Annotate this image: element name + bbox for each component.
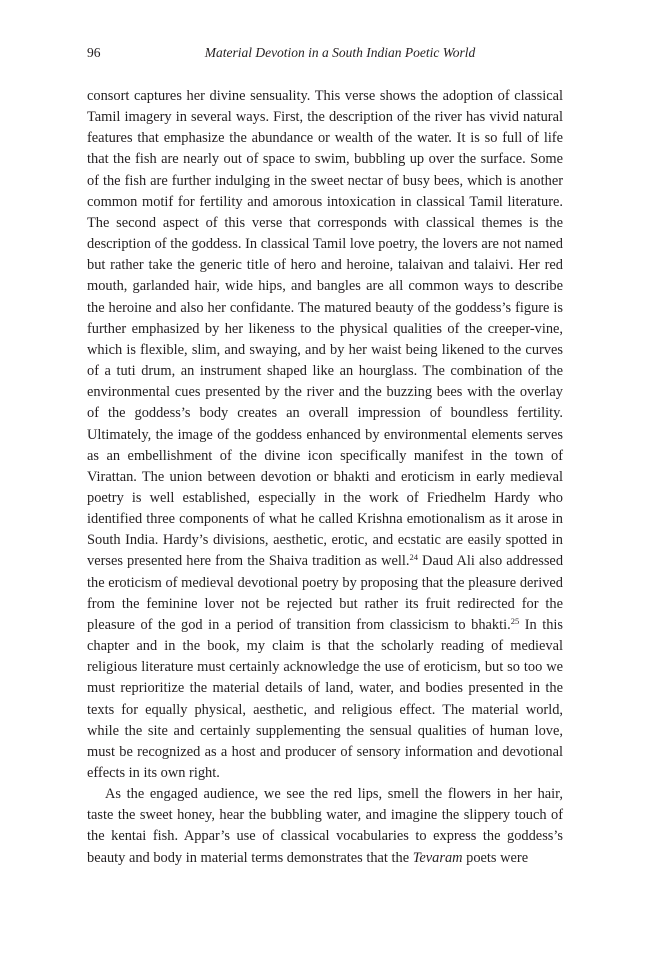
footnote-ref-24: 24 [409, 552, 418, 563]
tevaram-italic: Tevaram [412, 849, 463, 866]
paragraph-2 [87, 784, 563, 869]
paragraph-2-text-b: poets were [462, 849, 529, 866]
paragraph-1-text-c: In this chapter and in the book, my claim is that the scholarly reading of medieval religious literature must certainly acknowledge the use of eroticism, but so too we must reprioritize the material details of land, water, and bodies presented in the texts for equally physical, aesthetic, and religious effect. The material world, while the site and certainly supplementing the sensual qualities of human love, must be recognized as a host and producer of sensory information and devotional effects in its own right. [87, 616, 563, 781]
footnote-ref-25: 25 [510, 615, 520, 626]
running-head: Material Devotion in a South Indian Poetic World [204, 45, 476, 60]
paragraph-1 [87, 86, 563, 784]
body-text [87, 86, 563, 869]
paragraph-1-text-b: Daud Ali also addressed the eroticism of medieval devotional poetry by proposing that the pleasure derived from the feminine lover not be rejected but rather its fruit redirected for the pleasure of the god in a period of transition from classicism to bhakti. [87, 553, 564, 633]
page-number: 96 [87, 45, 101, 60]
paragraph-2-text-a: As the engaged audience, we see the red lips, smell the flowers in her hair, taste the sweet honey, hear the bubbling water, and imagine the slippery touch of the kentai fish. Appar’s use of classical vocabularies to express the goddess’s beauty and body in material terms demonstrates that the [87, 786, 563, 866]
paragraph-1-text-a: consort captures her divine sensuality. This verse shows the adoption of classical Tamil imagery in several ways. First, the description of the river has vivid natural features that emphasize the abundance or wealth of the water. It is so full of life that the fish are nearly out of space to swim, bubbling up over the surface. Some of the fish are further indulging in the sweet nectar of busy bees, which is another common motif for fertility and amorous intoxication in classical Tamil literature. The second aspect of this verse that corresponds with classical themes is the description of the goddess. In classical Tamil love poetry, the lovers are not named but rather take the generic title of hero and heroine, talaivan and talaivi. Her red mouth, garlanded hair, wide hips, and bangles are all common ways to describe the heroine and also her confidante. The matured beauty of the goddess’s figure is further emphasized by her likeness to the physical qualities of the creeper-vine, which is flexible, slim, and swaying, and by her waist being likened to the curves of a tuti drum, an instrument shaped like an hourglass. The combination of the environmental cues presented by the river and the buzzing bees with the overlay of the goddess’s body creates an overall impression of boundless fertility. Ultimately, the image of the goddess enhanced by environmental elements serves as an embellishment of the divine icon specifically manifest in the town of Virattan. The union between devotion or bhakti and eroticism in early medieval poetry is well established, especially in the work of Friedhelm Hardy who identified three components of what he called Krishna emotionalism as it arose in South India. Hardy’s divisions, aesthetic, erotic, and ecstatic are easily spotted in verses presented here from the Shaiva tradition as well. [87, 88, 563, 570]
